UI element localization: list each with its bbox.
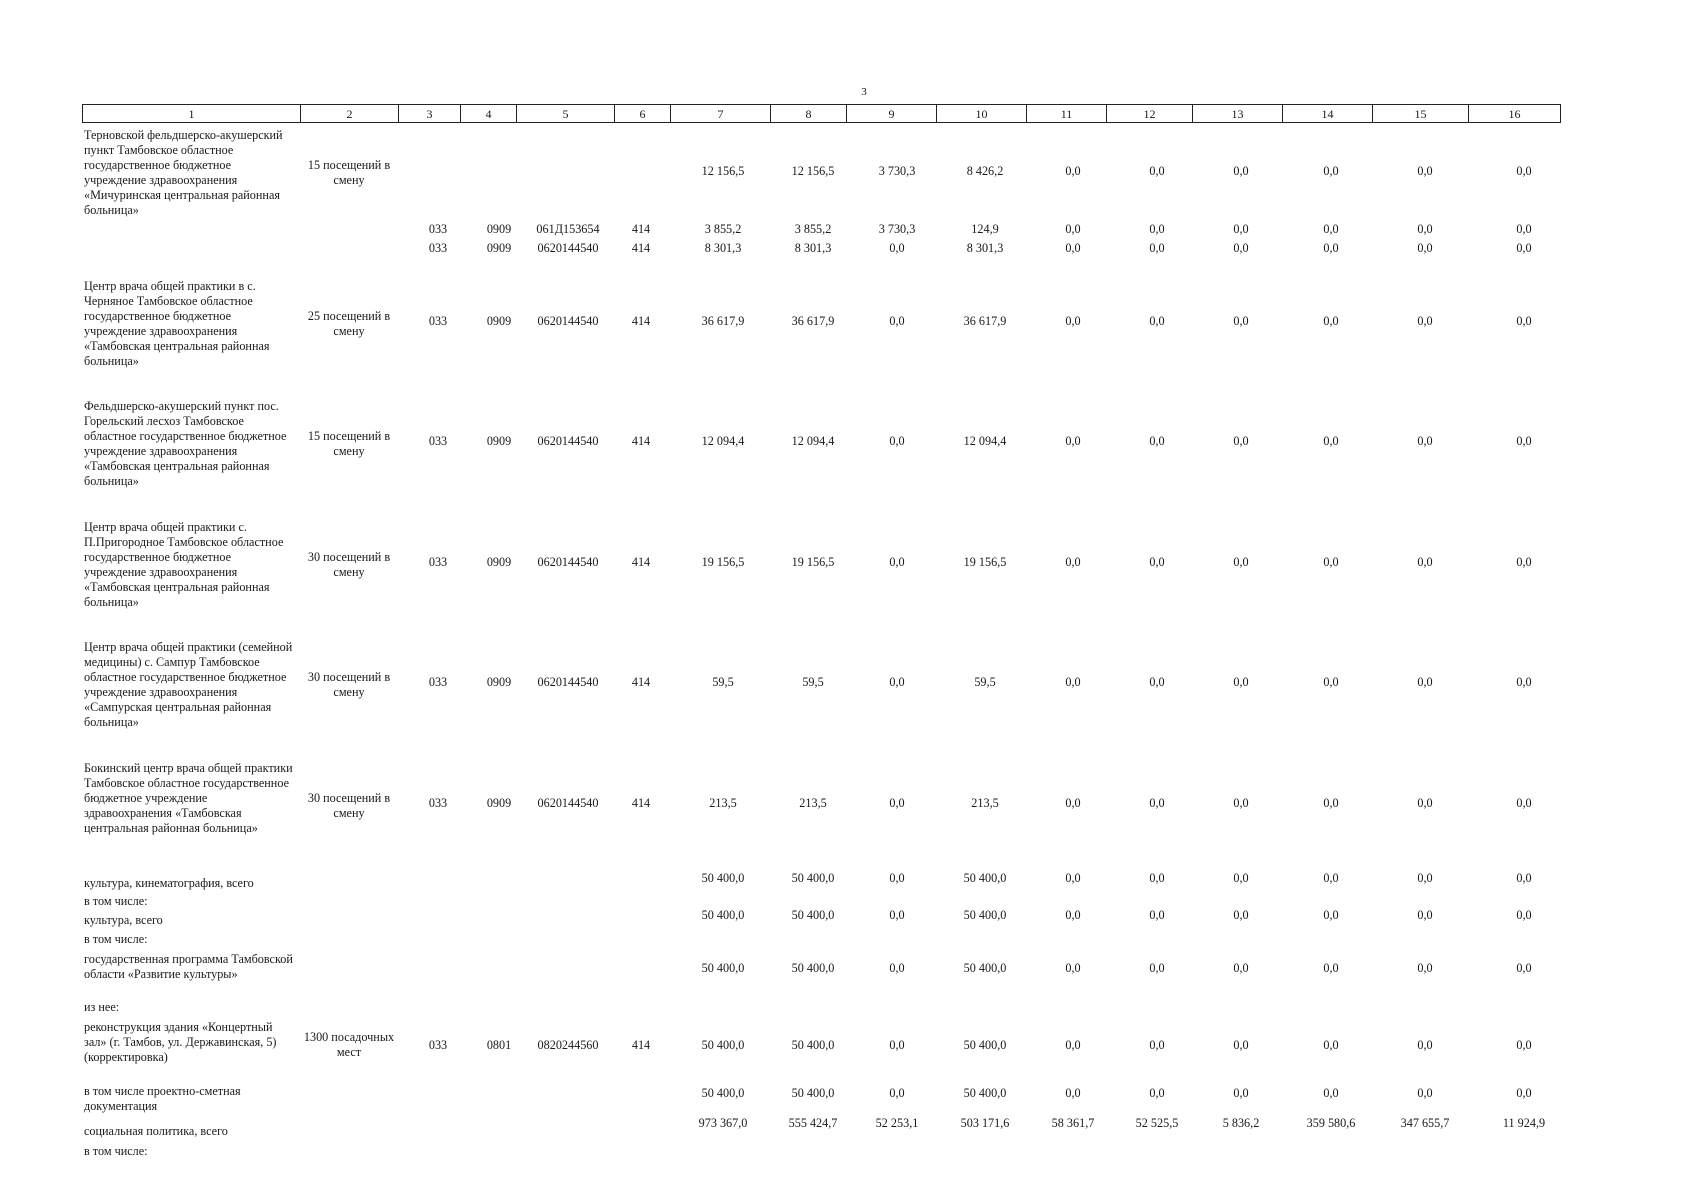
capacity-cell: 30 посещений в смену	[307, 670, 391, 699]
value-cell-col-15: 0,0	[1417, 675, 1433, 689]
capacity-cell: 1300 посадочных мест	[303, 1030, 395, 1059]
value-cell-col-7: 8 301,3	[704, 241, 742, 255]
column-header-6: 6	[615, 105, 671, 123]
value-cell-col-8: 36 617,9	[791, 314, 835, 328]
value-cell-col-11: 0,0	[1065, 222, 1081, 236]
value-cell-col-10: 50 400,0	[963, 871, 1007, 885]
value-cell-col-6: 414	[631, 222, 651, 236]
value-cell-col-14: 0,0	[1323, 961, 1339, 975]
value-cell-col-6: 414	[631, 1038, 651, 1052]
value-cell-col-12: 0,0	[1149, 871, 1165, 885]
value-cell-col-15: 347 655,7	[1400, 1116, 1450, 1130]
value-cell-col-6: 414	[631, 555, 651, 569]
value-cell-col-11: 0,0	[1065, 908, 1081, 922]
value-cell-col-14: 0,0	[1323, 796, 1339, 810]
value-cell-col-14: 0,0	[1323, 908, 1339, 922]
value-cell-col-12: 52 525,5	[1135, 1116, 1179, 1130]
value-cell-col-15: 0,0	[1417, 908, 1433, 922]
value-cell-col-7: 213,5	[709, 796, 737, 810]
value-cell-col-8: 50 400,0	[791, 1038, 835, 1052]
object-name: из нее:	[84, 1000, 120, 1014]
column-header-8: 8	[771, 105, 847, 123]
value-cell-col-13: 5 836,2	[1222, 1116, 1260, 1130]
value-cell-col-9: 0,0	[889, 241, 905, 255]
object-name: государственная программа Тамбовской области «Развитие культуры»	[84, 952, 293, 981]
value-cell-col-13: 0,0	[1233, 222, 1249, 236]
value-cell-col-11: 58 361,7	[1051, 1116, 1095, 1130]
value-cell-col-3: 033	[428, 555, 448, 569]
value-cell-col-8: 50 400,0	[791, 1086, 835, 1100]
value-cell-col-7: 59,5	[712, 675, 734, 689]
value-cell-col-9: 0,0	[889, 1038, 905, 1052]
object-name: в том числе проектно-сметная документация	[84, 1084, 241, 1113]
column-header-5: 5	[517, 105, 615, 123]
value-cell-col-6: 414	[631, 434, 651, 448]
value-cell-col-3: 033	[428, 796, 448, 810]
value-cell-col-9: 0,0	[889, 908, 905, 922]
value-cell-col-14: 0,0	[1323, 434, 1339, 448]
value-cell-col-15: 0,0	[1417, 241, 1433, 255]
object-name: в том числе:	[84, 932, 148, 946]
value-cell-col-16: 0,0	[1516, 164, 1532, 178]
value-cell-col-11: 0,0	[1065, 1086, 1081, 1100]
value-cell-col-3: 033	[428, 675, 448, 689]
value-cell-col-14: 0,0	[1323, 1086, 1339, 1100]
value-cell-col-13: 0,0	[1233, 675, 1249, 689]
column-header-9: 9	[847, 105, 937, 123]
value-cell-col-15: 0,0	[1417, 164, 1433, 178]
capacity-cell: 15 посещений в смену	[307, 429, 391, 458]
value-cell-col-6: 414	[631, 314, 651, 328]
capacity-cell: 30 посещений в смену	[307, 550, 391, 579]
value-cell-col-7: 50 400,0	[701, 1038, 745, 1052]
value-cell-col-3: 033	[428, 241, 448, 255]
value-cell-col-9: 0,0	[889, 314, 905, 328]
value-cell-col-14: 0,0	[1323, 1038, 1339, 1052]
value-cell-col-15: 0,0	[1417, 434, 1433, 448]
value-cell-col-10: 50 400,0	[963, 1038, 1007, 1052]
column-header-7: 7	[671, 105, 771, 123]
value-cell-col-13: 0,0	[1233, 434, 1249, 448]
value-cell-col-8: 8 301,3	[794, 241, 832, 255]
value-cell-col-7: 19 156,5	[701, 555, 745, 569]
column-header-10: 10	[937, 105, 1027, 123]
column-header-3: 3	[399, 105, 461, 123]
value-cell-col-11: 0,0	[1065, 871, 1081, 885]
column-header-16: 16	[1469, 105, 1561, 123]
column-header-12: 12	[1107, 105, 1193, 123]
value-cell-col-16: 0,0	[1516, 908, 1532, 922]
value-cell-col-13: 0,0	[1233, 314, 1249, 328]
column-header-4: 4	[461, 105, 517, 123]
value-cell-col-9: 0,0	[889, 434, 905, 448]
value-cell-col-5: 0620144540	[537, 555, 599, 569]
value-cell-col-13: 0,0	[1233, 908, 1249, 922]
value-cell-col-8: 555 424,7	[788, 1116, 838, 1130]
value-cell-col-14: 0,0	[1323, 222, 1339, 236]
value-cell-col-12: 0,0	[1149, 675, 1165, 689]
value-cell-col-9: 0,0	[889, 796, 905, 810]
value-cell-col-10: 50 400,0	[963, 1086, 1007, 1100]
value-cell-col-16: 0,0	[1516, 1086, 1532, 1100]
value-cell-col-11: 0,0	[1065, 675, 1081, 689]
value-cell-col-12: 0,0	[1149, 555, 1165, 569]
object-name: реконструкция здания «Концертный зал» (г. Тамбов, ул. Державинская, 5) (корректировка)	[84, 1020, 277, 1064]
value-cell-col-11: 0,0	[1065, 314, 1081, 328]
value-cell-col-10: 50 400,0	[963, 908, 1007, 922]
value-cell-col-13: 0,0	[1233, 961, 1249, 975]
value-cell-col-4: 0909	[486, 796, 512, 810]
object-name: Фельдшерско-акушерский пункт пос. Горельский лесхоз Тамбовское областное государственное бюджетное учреждение здравоохранения «Тамбовская центральная районная больница»	[84, 399, 287, 488]
value-cell-col-10: 503 171,6	[960, 1116, 1010, 1130]
column-header-2: 2	[301, 105, 399, 123]
value-cell-col-5: 0620144540	[537, 675, 599, 689]
value-cell-col-5: 061Д153654	[536, 222, 600, 236]
value-cell-col-15: 0,0	[1417, 1038, 1433, 1052]
column-header-table	[82, 104, 1561, 123]
value-cell-col-6: 414	[631, 675, 651, 689]
object-name: Терновской фельдшерско-акушерский пункт Тамбовское областное государственное бюджетное учреждение здравоохранения «Мичуринская центральная районная больница»	[84, 128, 283, 217]
value-cell-col-3: 033	[428, 434, 448, 448]
value-cell-col-12: 0,0	[1149, 1038, 1165, 1052]
column-number-row	[83, 105, 1561, 123]
value-cell-col-8: 59,5	[802, 675, 824, 689]
value-cell-col-14: 0,0	[1323, 555, 1339, 569]
value-cell-col-6: 414	[631, 241, 651, 255]
value-cell-col-8: 19 156,5	[791, 555, 835, 569]
column-header-13: 13	[1193, 105, 1283, 123]
value-cell-col-14: 0,0	[1323, 314, 1339, 328]
object-name: социальная политика, всего	[84, 1124, 228, 1138]
value-cell-col-6: 414	[631, 796, 651, 810]
value-cell-col-15: 0,0	[1417, 1086, 1433, 1100]
value-cell-col-7: 12 094,4	[701, 434, 745, 448]
value-cell-col-9: 3 730,3	[878, 164, 916, 178]
value-cell-col-8: 50 400,0	[791, 961, 835, 975]
value-cell-col-12: 0,0	[1149, 241, 1165, 255]
value-cell-col-16: 0,0	[1516, 796, 1532, 810]
value-cell-col-15: 0,0	[1417, 222, 1433, 236]
capacity-cell: 30 посещений в смену	[307, 791, 391, 820]
value-cell-col-8: 50 400,0	[791, 871, 835, 885]
value-cell-col-8: 3 855,2	[794, 222, 832, 236]
value-cell-col-12: 0,0	[1149, 222, 1165, 236]
capacity-cell: 15 посещений в смену	[307, 158, 391, 187]
column-header-11: 11	[1027, 105, 1107, 123]
value-cell-col-3: 033	[428, 1038, 448, 1052]
value-cell-col-15: 0,0	[1417, 796, 1433, 810]
column-header-1: 1	[83, 105, 301, 123]
value-cell-col-16: 11 924,9	[1502, 1116, 1546, 1130]
value-cell-col-10: 36 617,9	[963, 314, 1007, 328]
object-name: Центр врача общей практики (семейной медицины) с. Сампур Тамбовское областное государственное бюджетное учреждение здравоохранения «Сампурская центральная районная больница»	[84, 640, 293, 729]
value-cell-col-12: 0,0	[1149, 796, 1165, 810]
value-cell-col-4: 0909	[486, 241, 512, 255]
value-cell-col-12: 0,0	[1149, 1086, 1165, 1100]
value-cell-col-14: 0,0	[1323, 241, 1339, 255]
value-cell-col-16: 0,0	[1516, 314, 1532, 328]
value-cell-col-4: 0909	[486, 314, 512, 328]
value-cell-col-14: 0,0	[1323, 675, 1339, 689]
capacity-cell: 25 посещений в смену	[307, 309, 391, 338]
value-cell-col-10: 8 301,3	[966, 241, 1004, 255]
value-cell-col-10: 50 400,0	[963, 961, 1007, 975]
value-cell-col-13: 0,0	[1233, 164, 1249, 178]
value-cell-col-10: 213,5	[971, 796, 999, 810]
object-name: в том числе:	[84, 1144, 148, 1158]
value-cell-col-10: 59,5	[974, 675, 996, 689]
object-name: культура, всего	[84, 913, 163, 927]
value-cell-col-10: 19 156,5	[963, 555, 1007, 569]
value-cell-col-13: 0,0	[1233, 555, 1249, 569]
value-cell-col-16: 0,0	[1516, 961, 1532, 975]
page-number: 3	[861, 86, 867, 98]
value-cell-col-8: 12 156,5	[791, 164, 835, 178]
value-cell-col-14: 0,0	[1323, 164, 1339, 178]
value-cell-col-3: 033	[428, 222, 448, 236]
value-cell-col-5: 0620144540	[537, 241, 599, 255]
value-cell-col-9: 0,0	[889, 675, 905, 689]
value-cell-col-16: 0,0	[1516, 222, 1532, 236]
value-cell-col-12: 0,0	[1149, 314, 1165, 328]
value-cell-col-7: 36 617,9	[701, 314, 745, 328]
value-cell-col-4: 0909	[486, 555, 512, 569]
value-cell-col-16: 0,0	[1516, 555, 1532, 569]
value-cell-col-11: 0,0	[1065, 434, 1081, 448]
value-cell-col-4: 0801	[486, 1038, 512, 1052]
value-cell-col-12: 0,0	[1149, 164, 1165, 178]
value-cell-col-9: 3 730,3	[878, 222, 916, 236]
value-cell-col-10: 12 094,4	[963, 434, 1007, 448]
value-cell-col-13: 0,0	[1233, 871, 1249, 885]
value-cell-col-15: 0,0	[1417, 314, 1433, 328]
value-cell-col-11: 0,0	[1065, 961, 1081, 975]
value-cell-col-16: 0,0	[1516, 241, 1532, 255]
value-cell-col-7: 3 855,2	[704, 222, 742, 236]
value-cell-col-16: 0,0	[1516, 434, 1532, 448]
column-header-15: 15	[1373, 105, 1469, 123]
value-cell-col-13: 0,0	[1233, 1086, 1249, 1100]
value-cell-col-14: 0,0	[1323, 871, 1339, 885]
value-cell-col-4: 0909	[486, 675, 512, 689]
object-name: Бокинский центр врача общей практики Тамбовское областное государственное бюджетное учреждение здравоохранения «Тамбовская центральная районная больница»	[84, 761, 293, 835]
value-cell-col-11: 0,0	[1065, 1038, 1081, 1052]
value-cell-col-11: 0,0	[1065, 555, 1081, 569]
value-cell-col-13: 0,0	[1233, 796, 1249, 810]
column-header-14: 14	[1283, 105, 1373, 123]
value-cell-col-15: 0,0	[1417, 961, 1433, 975]
value-cell-col-5: 0620144540	[537, 314, 599, 328]
object-name: в том числе:	[84, 894, 148, 908]
value-cell-col-15: 0,0	[1417, 871, 1433, 885]
value-cell-col-16: 0,0	[1516, 675, 1532, 689]
value-cell-col-9: 52 253,1	[875, 1116, 919, 1130]
value-cell-col-12: 0,0	[1149, 961, 1165, 975]
object-name: Центр врача общей практики с. П.Пригородное Тамбовское областное государственное бюджетное учреждение здравоохранения «Тамбовская центральная районная больница»	[84, 520, 284, 609]
value-cell-col-12: 0,0	[1149, 434, 1165, 448]
value-cell-col-7: 50 400,0	[701, 1086, 745, 1100]
value-cell-col-7: 973 367,0	[698, 1116, 748, 1130]
value-cell-col-8: 12 094,4	[791, 434, 835, 448]
value-cell-col-16: 0,0	[1516, 871, 1532, 885]
value-cell-col-15: 0,0	[1417, 555, 1433, 569]
value-cell-col-4: 0909	[486, 434, 512, 448]
value-cell-col-7: 50 400,0	[701, 871, 745, 885]
object-name: Центр врача общей практики в с. Черняное Тамбовское областное государственное бюджетное учреждение здравоохранения «Тамбовская центральная районная больница»	[84, 279, 270, 368]
value-cell-col-11: 0,0	[1065, 164, 1081, 178]
value-cell-col-11: 0,0	[1065, 241, 1081, 255]
object-name: культура, кинематография, всего	[84, 876, 254, 890]
value-cell-col-13: 0,0	[1233, 1038, 1249, 1052]
value-cell-col-9: 0,0	[889, 555, 905, 569]
value-cell-col-9: 0,0	[889, 871, 905, 885]
value-cell-col-7: 12 156,5	[701, 164, 745, 178]
value-cell-col-5: 0620144540	[537, 796, 599, 810]
value-cell-col-7: 50 400,0	[701, 961, 745, 975]
value-cell-col-8: 50 400,0	[791, 908, 835, 922]
value-cell-col-7: 50 400,0	[701, 908, 745, 922]
value-cell-col-11: 0,0	[1065, 796, 1081, 810]
value-cell-col-9: 0,0	[889, 961, 905, 975]
value-cell-col-14: 359 580,6	[1306, 1116, 1356, 1130]
value-cell-col-5: 0820244560	[537, 1038, 599, 1052]
value-cell-col-13: 0,0	[1233, 241, 1249, 255]
value-cell-col-4: 0909	[486, 222, 512, 236]
value-cell-col-12: 0,0	[1149, 908, 1165, 922]
value-cell-col-16: 0,0	[1516, 1038, 1532, 1052]
value-cell-col-3: 033	[428, 314, 448, 328]
value-cell-col-10: 124,9	[971, 222, 999, 236]
value-cell-col-5: 0620144540	[537, 434, 599, 448]
value-cell-col-8: 213,5	[799, 796, 827, 810]
value-cell-col-9: 0,0	[889, 1086, 905, 1100]
value-cell-col-10: 8 426,2	[966, 164, 1004, 178]
